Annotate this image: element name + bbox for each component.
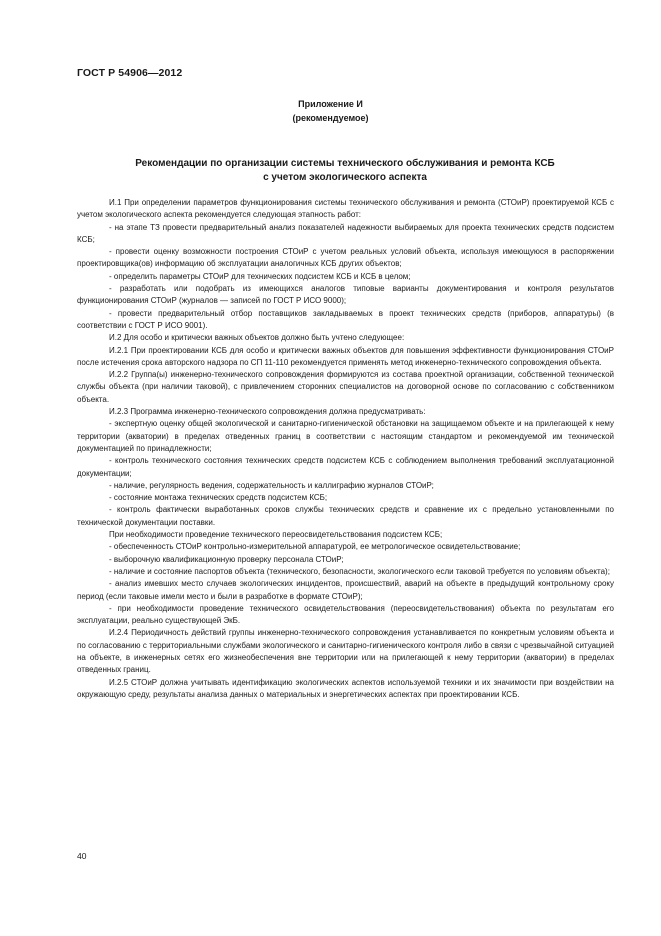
page-number: 40 — [77, 851, 87, 861]
appendix-label: Приложение И — [298, 99, 363, 109]
paragraph: - разработать или подобрать из имеющихся аналогов типовые варианты документирования и контроля результатов функционирования СТОиР (журналов — записей по ГОСТ Р ИСО 9000); — [77, 284, 614, 306]
paragraph: - на этапе ТЗ провести предварительный анализ показателей надежности выбираемых для проекта технических средств подсистем КСБ; — [77, 222, 614, 244]
paragraph: - анализ имевших место случаев экологических инцидентов, происшествий, аварий на объекте в предыдущий контрольному сроку период (если таковые имели место и были в разработке в формате СТОиР); — [77, 579, 614, 601]
paragraph: - наличие, регулярность ведения, содержательность и каллиграфию журналов СТОиР; — [109, 480, 434, 490]
body-text — [77, 197, 614, 701]
paragraph: - провести предварительный отбор поставщиков закладываемых в проект технических средств (приборов, аппаратуры) (в соответствии с ГОСТ Р ИСО 9001). — [77, 308, 614, 330]
paragraph: И.2.3 Программа инженерно-технического сопровождения должна предусматривать: — [109, 407, 426, 417]
paragraph: И.2.4 Периодичность действий группы инженерно-технического сопровождения устанавливается по конкретным условиям объекта и по согласованию с территориальными службами экологического и санитарно-гигиенического контроля либо в связи с чрезвычайной ситуацией на объекте, в инженерных сетях его жизнеобеспечения вне территории или на прилегающей к нему территории (акватории) в пределах отведенных границ. — [77, 628, 614, 675]
paragraph: - обеспеченность СТОиР контрольно-измерительной аппаратурой, ее метрологическое освидетельствование; — [109, 542, 521, 552]
title-line-2: с учетом экологического аспекта — [263, 172, 427, 183]
section-title — [90, 157, 600, 185]
paragraph: - экспертную оценку общей экологической и санитарно-гигиенической обстановки на защищаемом объекте и на прилегающей к нему территории (акватории) в пределах отведенных границ в соответствии с настоящим стандартом и рекомендуемой им технической документацией по принадлежности; — [77, 419, 614, 453]
paragraph: И.2.5 СТОиР должна учитывать идентификацию экологических аспектов используемой техники и их значимости при воздействии на окружающую среду, результаты анализа данных о материальных и энергетических аспектах при проектировании КСБ. — [77, 677, 614, 699]
paragraph: - наличие и состояние паспортов объекта (технического, безопасности, экологического если таковой требуется по условиям объекта); — [109, 566, 610, 576]
appendix-heading — [0, 97, 661, 125]
paragraph: - провести оценку возможности построения СТОиР с учетом реальных условий объекта, используя имеющуюся в распоряжении проектировщика(ов) информацию об эксплуатации аналогичных КСБ других объектов; — [77, 247, 614, 269]
title-line-1: Рекомендации по организации системы технического обслуживания и ремонта КСБ — [135, 158, 555, 169]
paragraph: При необходимости проведение технического переосвидетельствования подсистем КСБ; — [109, 530, 443, 540]
paragraph: - состояние монтажа технических средств подсистем КСБ; — [109, 493, 328, 503]
paragraph: И.2.1 При проектировании КСБ для особо и критически важных объектов для повышения эффективности функционирования СТОиР после истечения срока авторского надзора по СП 11-110 рекомендуется применять метод инженерно-технического сопровождения объекта. — [77, 345, 614, 367]
paragraph: - контроль фактически выработанных сроков службы технических средств и сравнение их с предельно установленными по технической документации поставки. — [77, 505, 614, 527]
standard-code: ГОСТ Р 54906—2012 — [77, 67, 183, 79]
paragraph: - определить параметры СТОиР для технических подсистем КСБ и КСБ в целом; — [109, 271, 411, 281]
appendix-status: (рекомендуемое) — [292, 113, 369, 123]
paragraph: - контроль технического состояния технических средств подсистем КСБ с соблюдением выполнения требований эксплуатационной документации; — [77, 456, 614, 478]
paragraph: И.1 При определении параметров функционирования системы технического обслуживания и ремонта (СТОиР) проектируемой КСБ с учетом экологического аспекта рекомендуется следующая этапность работ: — [77, 198, 614, 220]
paragraph: - выборочную квалификационную проверку персонала СТОиР; — [109, 554, 344, 564]
paragraph: - при необходимости проведение технического освидетельствования (переосвидетельствования) объекта по результатам его эксплуатации, реально существующей ЭкБ. — [77, 603, 614, 626]
paragraph: И.2 Для особо и критически важных объектов должно быть учтено следующее: — [109, 333, 405, 343]
paragraph: И.2.2 Группа(ы) инженерно-технического сопровождения формируются из состава проектной организации, собственной технической службы объекта (при наличии таковой), с привлечением сторонних специалистов на договорной основе по согласованию с собственником объекта. — [77, 370, 614, 404]
